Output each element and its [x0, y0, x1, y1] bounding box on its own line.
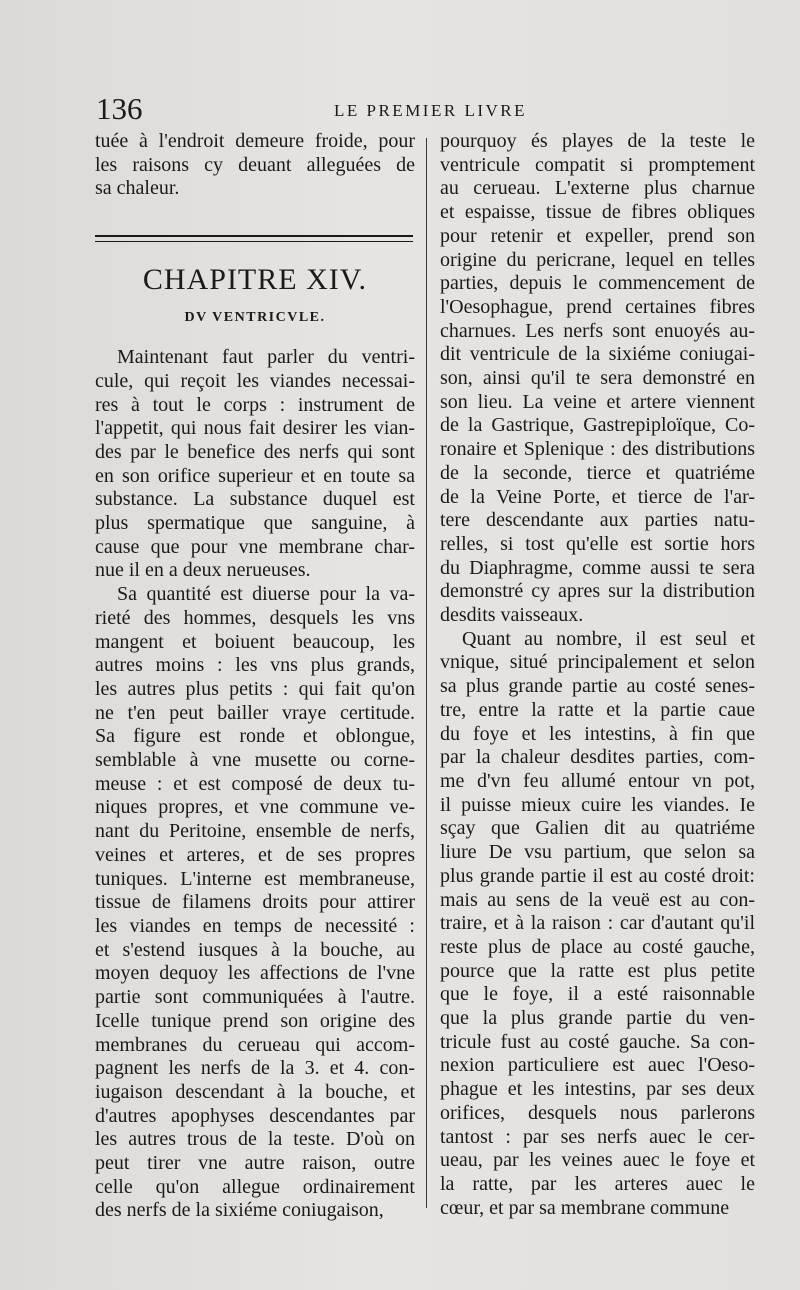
paragraph-stomach-quantity [95, 583, 415, 1223]
text-line: et espaisse, tissue de fibres obliques [440, 201, 755, 224]
text-line: orifices, desquels nous parlerons [440, 1101, 755, 1124]
text-line: tuniques. L'interne est membraneuse, [95, 867, 415, 890]
text-line: autres moins : les vns plus grands, [95, 654, 415, 677]
text-line: pour retenir et expeller, prend son [440, 224, 755, 247]
left-column [95, 130, 415, 1223]
text-line: nexion particuliere est auec l'Oeso- [440, 1054, 755, 1077]
text-line: sa plus grande partie au costé senes- [440, 675, 755, 698]
text-line: Quant au nombre, il est seul et [462, 627, 755, 650]
text-line: nue il en a deux nerueuses. [95, 559, 311, 582]
text-line: sçay que Galien dit au quatriéme [440, 817, 755, 840]
text-line: membranes du cerueau qui accom- [95, 1033, 415, 1056]
text-line: ne t'en peut bailler vraye certitude. [95, 701, 415, 724]
text-line: demonstré cy apres sur la distribution [440, 580, 755, 603]
opening-paragraph [95, 130, 415, 201]
right-column [440, 130, 755, 1220]
text-line: pourquoy és playes de la teste le [440, 130, 755, 152]
text-line: meuse : et est composé de deux tu- [95, 772, 415, 795]
text-line: vnique, situé principalement et selon [440, 651, 755, 674]
text-line: il puisse mieux cuire les viandes. Ie [440, 793, 755, 816]
text-line: celle qu'on allegue ordinairement [95, 1175, 415, 1198]
text-line: traire, et à la raison : car d'autant qu'il [440, 912, 755, 935]
text-line: au cerueau. L'externe plus charnue [440, 177, 755, 200]
running-head [94, 92, 754, 126]
text-line: de la Veine Porte, et tierce de l'ar- [440, 485, 755, 508]
text-line: du Diaphragme, comme aussi te sera [440, 556, 755, 579]
text-line: peut tirer vne autre raison, outre [95, 1152, 415, 1175]
text-line: me d'vn feu allumé entour vn pot, [440, 769, 755, 792]
text-line: tantost : par ses nerfs auec le cer- [440, 1125, 755, 1148]
text-line: ueau, par les veines auec le foye et [440, 1149, 755, 1172]
chapter-subtitle: DV VENTRICVLE. [184, 310, 326, 326]
text-line: l'Oesophague, prend certaines fibres [440, 295, 755, 318]
text-line: les raisons cy deuant alleguées de [95, 153, 415, 176]
text-line: veines et arteres, et de ses propres [95, 843, 415, 866]
text-line: tricule fust au costé gauche. Sa con- [440, 1030, 755, 1053]
text-line: plus grande partie il est au costé droit: [440, 864, 755, 887]
text-line: les autres trous de la teste. D'où on [95, 1128, 415, 1151]
paragraph-tunics-continued [440, 130, 755, 628]
chapter-title: CHAPITRE XIV. [142, 263, 368, 297]
text-line: tuée à l'endroit demeure froide, pour [95, 130, 415, 152]
text-line: charnues. Les nerfs sont enuoyés au- [440, 319, 755, 342]
text-line: res à tout le corps : instrument de [95, 393, 415, 416]
text-line: tere descendante aux parties natu- [440, 509, 755, 532]
paragraph-stomach-intro [95, 346, 415, 583]
text-line: du foye et les intestins, à fin que [440, 722, 755, 745]
text-line: origine du pericrane, lequel en telles [440, 248, 755, 271]
text-line: plus spermatique que sanguine, à [95, 512, 415, 535]
text-line: et s'estend iusques à la bouche, au [95, 938, 415, 961]
text-line: partie sont communiquées à l'autre. [95, 986, 415, 1009]
text-line: tissue de filamens droits pour attirer [95, 891, 415, 914]
text-line: d'autres apophyses descendantes par [95, 1104, 415, 1127]
text-line: son, ainsi qu'il te sera demonstré en [440, 367, 755, 390]
text-line: des par le benefice des nerfs qui sont [95, 440, 415, 463]
text-line: Icelle tunique prend son origine des [95, 1009, 415, 1032]
text-line: en son orifice superieur et en toute sa [95, 464, 415, 487]
text-line: semblable à vne musette ou corne- [95, 749, 415, 772]
text-line: l'appetit, qui nous fait desirer les vian- [95, 417, 415, 440]
column-divider [426, 138, 427, 1208]
text-line: ventricule compatit si promptement [440, 153, 755, 176]
text-line: nant du Peritoine, ensemble de nerfs, [95, 820, 415, 843]
text-line: tre, entre la ratte et la partie caue [440, 698, 755, 721]
text-line: dit ventricule de la sixiéme coniugai- [440, 343, 755, 366]
text-line: rieté des hommes, desquels les vns [95, 606, 415, 629]
text-line: relles, si tost qu'elle est sortie hors [440, 532, 755, 555]
text-line: sa chaleur. [95, 177, 180, 200]
text-line: parties, depuis le commencement de [440, 272, 755, 295]
page-number: 136 [96, 91, 143, 126]
text-line: substance. La substance duquel est [95, 488, 415, 511]
text-line: moyen dequoy les affections de l'vne [95, 962, 415, 985]
text-line: son lieu. La veine et artere viennent [440, 390, 755, 413]
text-line: cœur, et par sa membrane commune [440, 1196, 730, 1219]
text-line: pource que la ratte est plus petite [440, 959, 755, 982]
text-line: mais au sens de la veuë est au con- [440, 888, 755, 911]
chapter-rule [95, 235, 413, 242]
text-line: les autres plus petits : qui fait qu'on [95, 677, 415, 700]
text-line: desdits vaisseaux. [440, 604, 584, 627]
text-line: que le foye, il a esté raisonnable [440, 983, 755, 1006]
text-line: que la plus grande partie du ven- [440, 1007, 755, 1030]
text-line: de la seconde, tierce et quatriéme [440, 461, 755, 484]
text-line: Sa figure est ronde et oblongue, [95, 725, 415, 748]
text-line: par la chaleur desdites parties, com- [440, 746, 755, 769]
text-line: mangent et boiuent beaucoup, les [95, 630, 415, 653]
text-line: liure De vsu partium, que selon sa [440, 841, 755, 864]
running-header-title: LE PREMIER LIVRE [334, 101, 527, 120]
text-line: des nerfs de la sixiéme coniugaison, [95, 1199, 384, 1222]
text-line: Maintenant faut parler du ventri- [117, 346, 415, 369]
text-line: de la Gastrique, Gastrepiploïque, Co- [440, 414, 755, 437]
text-line: phague et les intestins, par ses deux [440, 1078, 755, 1101]
text-line: Sa quantité est diuerse pour la va- [117, 583, 415, 606]
text-line: ronaire et Splenique : des distributions [440, 438, 755, 461]
text-line: cause que pour vne membrane char- [95, 535, 415, 558]
text-line: les viandes en temps de necessité : [95, 914, 415, 937]
text-line: la ratte, par les arteres auec le [440, 1172, 755, 1195]
paragraph-number-situation [440, 628, 755, 1221]
text-line: pagnent les nerfs de la 3. et 4. con- [95, 1057, 415, 1080]
text-line: niques propres, et vne commune ve- [95, 796, 415, 819]
text-line: reste plus de place au costé gauche, [440, 935, 755, 958]
text-line: cule, qui reçoit les viandes necessai- [95, 369, 415, 392]
text-line: iugaison descendant à la bouche, et [95, 1080, 415, 1103]
